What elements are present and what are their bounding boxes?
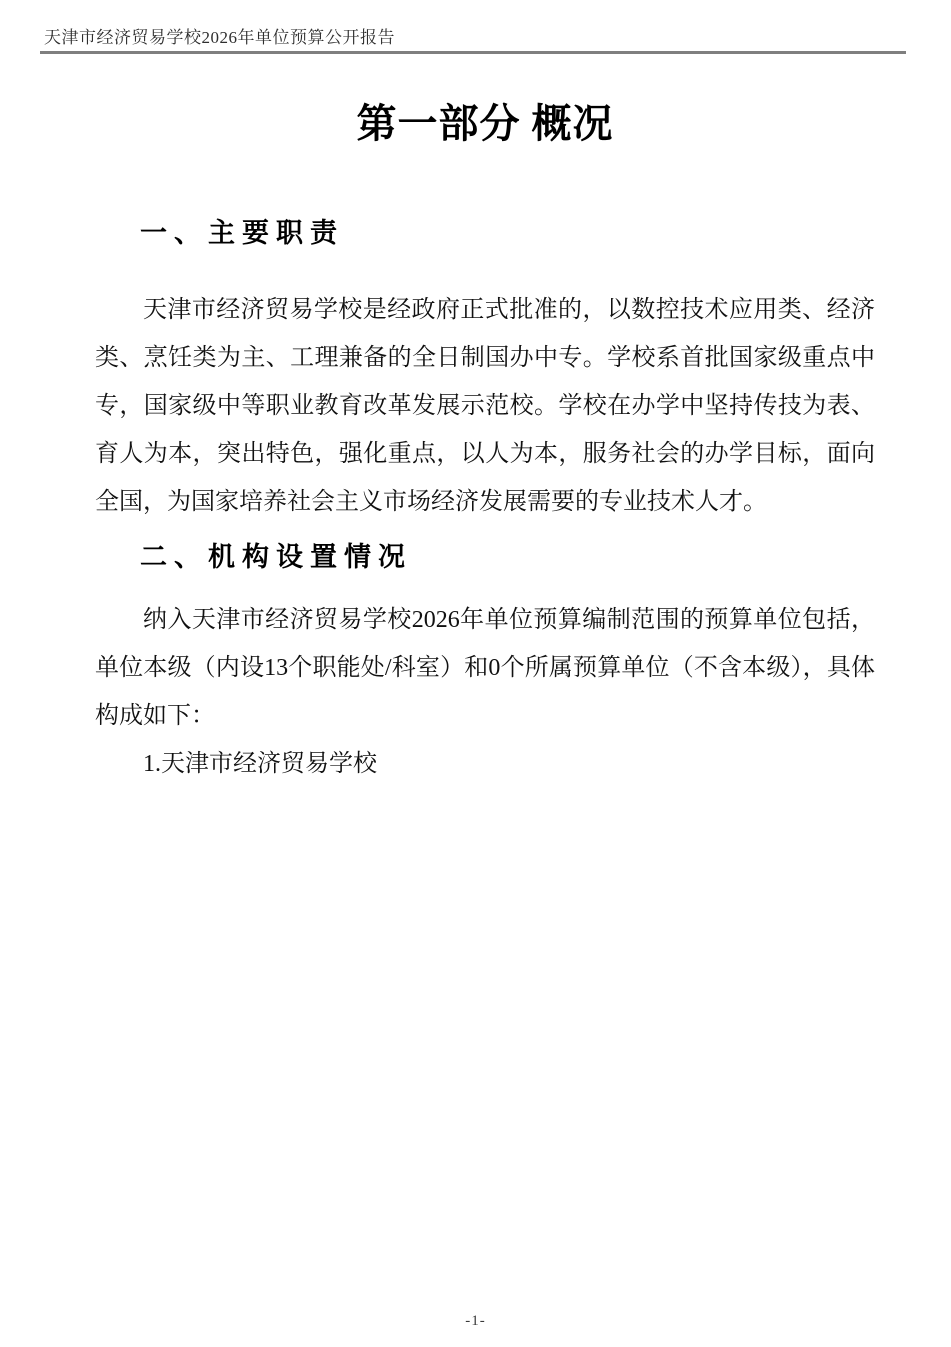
paragraph-main-duties: 天津市经济贸易学校是经政府正式批准的，以数控技术应用类、经济类、烹饪类为主、工理兼备的全日制国办中专。学校系首批国家级重点中专，国家级中等职业教育改革发展示范校。学校在办学中坚持传技为表、育人为本，突出特色，强化重点，以人为本，服务社会的办学目标，面向全国，为国家培养社会主义市场经济发展需要的专业技术人才。 (95, 297, 875, 515)
paragraph-organization-setup: 纳入天津市经济贸易学校2026年单位预算编制范围的预算单位包括，单位本级（内设13个职能处/科室）和0个所属预算单位（不含本级），具体构成如下： (95, 607, 875, 729)
section-heading-main-duties: 一、主要职责 (140, 218, 344, 248)
running-header: 天津市经济贸易学校2026年单位预算公开报告 (44, 28, 395, 47)
page-number: -1- (465, 1313, 486, 1329)
list-item-unit-1: 1.天津市经济贸易学校 (143, 751, 377, 777)
header-rule (40, 51, 906, 54)
page-title: 第一部分 概况 (356, 101, 614, 146)
section-heading-organization-setup: 二、机构设置情况 (140, 542, 412, 572)
page-content (95, 96, 875, 788)
